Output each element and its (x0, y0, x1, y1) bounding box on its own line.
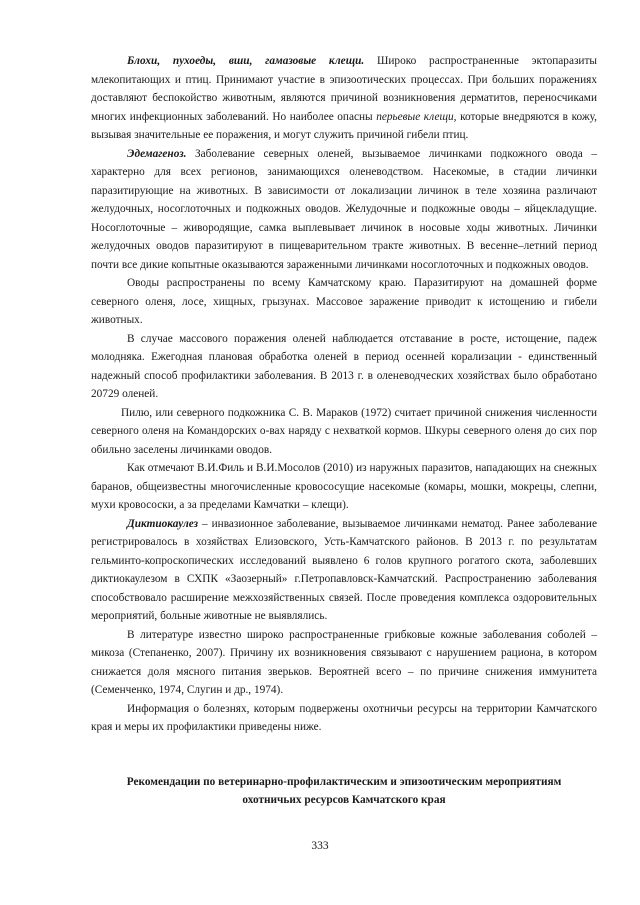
paragraph-snow-sheep: Как отмечают В.И.Филь и В.И.Мосолов (2010) из наружных паразитов, нападающих на снежных баранов, общеизвестны многочисленные кровососущие насекомые (комары, мошки, мокрецы, слепни, мухи кровососки, а за пределами Камчатки – клещи). (91, 462, 597, 511)
paragraph-botflies: Оводы распространены по всему Камчатскому краю. Паразитируют на домашней форме северного оленя, лосе, хищных, грызунах. Массовое заражение приводит к истощению и гибели животных. (91, 277, 597, 326)
term-feather-mites: перьевые клещи, (376, 110, 457, 123)
term-fleas: Блохи, пухоеды, вши, гамазовые клещи. (127, 55, 365, 67)
page-number: 333 (311, 840, 329, 852)
term-edemagenosis: Эдемагеноз. (127, 147, 187, 160)
section-heading-line-2: охотничьих ресурсов Камчатского края (242, 793, 446, 806)
paragraph-text: – инвазионное заболевание, вызываемое личинками нематод. Ранее заболевание регистрировалось в хозяйствах Елизовского, Усть-Камчатского районов. В 2013 г. по результатам гельминто-копроскопических исследований выявлено 6 голов крупного рогатого скота, заболевших диктиокаулезом в СХПК «Заозерный» г.Петропавловск-Камчатский. Распространению заболевания способствовало расширение межхозяйственных связей. После проведения комплекса оздоровительных мероприятий, больные животные не выявлялись. (91, 517, 597, 622)
paragraph-mass-infection: В случае массового поражения оленей наблюдается отставание в росте, истощение, падеж молодняка. Ежегодная плановая обработка оленей в период осенней корализации - единственный надежный способ профилактики заболевания. В 2013 г. в оленеводческих хозяйствах было обработано 20729 оленей. (91, 332, 597, 400)
paragraph-text: Заболевание северных оленей, вызываемое личинками подкожного овода – характерно для всех регионов, занимающихся оленеводством. Насекомые, в стадии личинки паразитирующие на животных. В зависимости от локализации личинок в теле хозяина различают желудочных, носоглоточных и подкожных оводов. Желудочные и подкожные оводы – яйцекладущие. Носоглоточные – живородящие, самка выплевывает личинок в носовые ходы животных. Личинки желудочных оводов паразитируют в пищеварительном тракте животных. В весенне–летний период почти все дикие копытные оказываются зараженными личинками носоглоточных и подкожных оводов. (91, 147, 597, 271)
term-dictyocaulosis: Диктиокаулез (127, 517, 199, 530)
paragraph-fleas (91, 52, 597, 145)
paragraph-text: Широко распространенные эктопаразиты млекопитающих и птиц. Принимают участие в эпизоотических процессах. При больших поражениях доставляют беспокойство животным, являются причиной возникновения дерматитов, переносчиками многих инфекционных заболеваний. Но наиболее опасны (91, 55, 597, 123)
paragraph-dictyocaulosis (91, 515, 597, 626)
section-heading-line-1: Рекомендации по ветеринарно-профилактическим и эпизоотическим мероприятиям (126, 775, 562, 788)
document-page (91, 52, 597, 809)
paragraph-edemagenosis (91, 145, 597, 275)
paragraph-mycosis: В литературе известно широко распространенные грибковые кожные заболевания соболей – микоза (Степаненко, 2007). Причину их возникновения связывают с нарушением рациона, в котором снижается доля мясного питания зверьков. Вероятней всего – по причине снижения иммунитета (Семенченко, 1974, Слугин и др., 1974). (91, 628, 597, 696)
paragraph-text-tail: которые внедряются в кожу, вызывая значительные ее поражения, и могут служить причиной гибели птиц. (91, 110, 597, 141)
paragraph-marakov: Пилю, или северного подкожника С. В. Мараков (1972) считает причиной снижения численности северного оленя на Командорских о-вах наряду с нехваткой кормов. Шкуры северного оленя до сих пор обильно заселены личинками оводов. (91, 406, 597, 456)
section-heading (91, 773, 597, 809)
paragraph-info: Информация о болезнях, которым подвержены охотничьи ресурсы на территории Камчатского края и меры их профилактики приведены ниже. (91, 702, 597, 733)
